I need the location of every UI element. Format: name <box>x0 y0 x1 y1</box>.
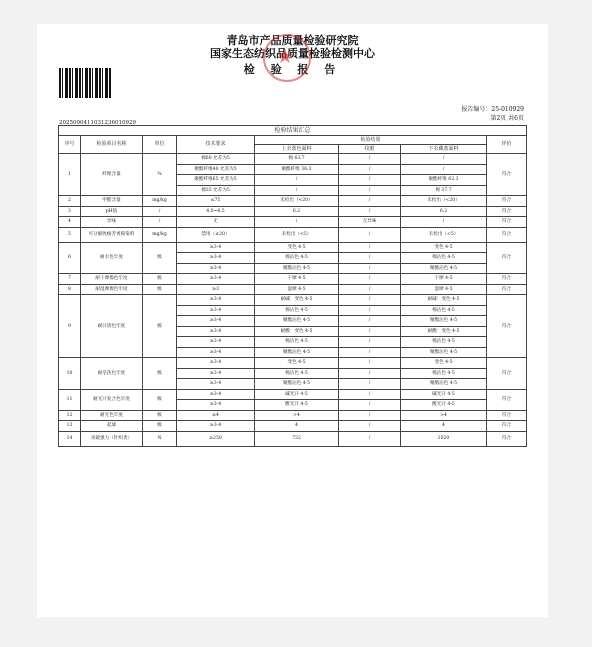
table-row <box>59 217 527 228</box>
evaluation-cell: 符合 <box>487 358 527 390</box>
result-sample-1: / <box>255 175 339 186</box>
evaluation-cell: 符合 <box>487 431 527 446</box>
test-item: pH值 <box>81 206 143 217</box>
result-sample-3: 6.2 <box>401 206 487 217</box>
evaluation-cell: 符合 <box>487 196 527 207</box>
result-sample-3: 棉 37.7 <box>401 185 487 196</box>
row-number: 2 <box>59 196 81 207</box>
result-sample-2: / <box>339 410 401 421</box>
result-sample-2: / <box>339 358 401 369</box>
result-sample-1: 棉 63.7 <box>255 154 339 165</box>
result-sample-3: 聚酯沾色 4-5 <box>401 347 487 358</box>
unit-cell: % <box>143 154 177 196</box>
result-sample-2: / <box>339 337 401 348</box>
result-sample-2: / <box>339 326 401 337</box>
requirement-cell: ≥3-4 <box>177 295 255 306</box>
evaluation-cell: 符合 <box>487 242 527 274</box>
result-sample-3: 4 <box>401 421 487 432</box>
result-sample-3: 聚酯沾色 4-5 <box>401 379 487 390</box>
header-requirement: 技术要求 <box>177 136 255 154</box>
table-row <box>59 421 527 432</box>
row-number: 4 <box>59 217 81 228</box>
test-item: 顶破强力（针织类） <box>81 431 143 446</box>
result-sample-2: / <box>339 164 401 175</box>
result-sample-1: 未检出（<20） <box>255 196 339 207</box>
evaluation-cell: 符合 <box>487 284 527 295</box>
requirement-cell: 聚酯纤维65 允差为5 <box>177 175 255 186</box>
evaluation-cell: 符合 <box>487 389 527 410</box>
test-item: 纤维含量 <box>81 154 143 196</box>
result-sample-3: 酸光汗 4-5 <box>401 400 487 411</box>
row-number: 8 <box>59 284 81 295</box>
page-info: 第2页 共6页 <box>490 115 524 122</box>
result-sample-2: / <box>339 421 401 432</box>
result-sample-1: 耐酸：变色 4-5 <box>255 326 339 337</box>
row-number: 1 <box>59 154 81 196</box>
result-sample-2: / <box>339 206 401 217</box>
requirement-cell: ≥250 <box>177 431 255 446</box>
requirement-cell: ≥3 <box>177 284 255 295</box>
barcode <box>59 68 111 98</box>
requirement-cell: ≥3-4 <box>177 263 255 274</box>
requirement-cell: ≤75 <box>177 196 255 207</box>
evaluation-cell: 符合 <box>487 295 527 358</box>
test-item: 甲醛含量 <box>81 196 143 207</box>
result-sample-3: 棉沾色 4-5 <box>401 368 487 379</box>
result-sample-2: / <box>339 347 401 358</box>
row-number: 9 <box>59 295 81 358</box>
result-sample-2: / <box>339 227 401 242</box>
test-item: 起球 <box>81 421 143 432</box>
result-sample-1: 酸光汗 4-5 <box>255 400 339 411</box>
result-sample-3: 棉沾色 4-5 <box>401 337 487 348</box>
table-row <box>59 389 527 400</box>
evaluation-cell: 符合 <box>487 410 527 421</box>
row-number: 6 <box>59 242 81 274</box>
requirement-cell: 棉60 允差为5 <box>177 154 255 165</box>
table-caption: 检验结果汇总 <box>59 126 527 136</box>
unit-cell: mg/kg <box>143 227 177 242</box>
result-sample-2: / <box>339 196 401 207</box>
result-sample-2: / <box>339 379 401 390</box>
result-sample-1: 棉沾色 4-5 <box>255 305 339 316</box>
report-title: 检 验 报 告 <box>243 63 342 76</box>
result-sample-2: / <box>339 185 401 196</box>
row-number: 14 <box>59 431 81 446</box>
center-name: 国家生态纺织品质量检验检测中心 <box>210 47 375 60</box>
test-item: 异味 <box>81 217 143 228</box>
result-sample-1: 干摩 4-5 <box>255 274 339 285</box>
result-sample-1: 变色 4-5 <box>255 358 339 369</box>
result-sample-2: / <box>339 389 401 400</box>
requirement-cell: ≥3-4 <box>177 379 255 390</box>
result-sample-1: 湿摩 4-5 <box>255 284 339 295</box>
test-item: 耐皂洗色牢度 <box>81 358 143 390</box>
unit-cell: 级 <box>143 389 177 410</box>
table-row <box>59 196 527 207</box>
header-evaluation: 评价 <box>487 136 527 154</box>
test-item: 耐水色牢度 <box>81 242 143 274</box>
report-page <box>37 24 548 617</box>
row-number: 7 <box>59 274 81 285</box>
result-sample-2: / <box>339 175 401 186</box>
result-sample-2: / <box>339 400 401 411</box>
table-row <box>59 206 527 217</box>
row-number: 13 <box>59 421 81 432</box>
result-sample-2: / <box>339 284 401 295</box>
requirement-cell: ≥3-4 <box>177 316 255 327</box>
evaluation-cell: 符合 <box>487 206 527 217</box>
table-row <box>59 358 527 369</box>
result-sample-1: 棉沾色 4-5 <box>255 368 339 379</box>
row-number: 5 <box>59 227 81 242</box>
result-sample-3: 聚酯沾色 4-5 <box>401 263 487 274</box>
requirement-cell: ≥3-4 <box>177 421 255 432</box>
result-sample-1: 聚酯纤维 36.3 <box>255 164 339 175</box>
result-sample-1: 变色 4-5 <box>255 242 339 253</box>
result-sample-3: / <box>401 217 487 228</box>
unit-cell: N <box>143 431 177 446</box>
result-sample-3: 耐碱：变色 4-5 <box>401 295 487 306</box>
result-sample-2: / <box>339 368 401 379</box>
requirement-cell: 棉35 允差为5 <box>177 185 255 196</box>
header-sample-2: 纹眼 <box>339 145 401 154</box>
unit-cell: 级 <box>143 295 177 358</box>
evaluation-cell: 符合 <box>487 154 527 196</box>
result-sample-1: 碱光汗 4-5 <box>255 389 339 400</box>
evaluation-cell: 符合 <box>487 217 527 228</box>
evaluation-cell: 符合 <box>487 227 527 242</box>
result-sample-3: >4 <box>401 410 487 421</box>
result-sample-1: 聚酯沾色 4-5 <box>255 316 339 327</box>
result-sample-3: 干摩 4-5 <box>401 274 487 285</box>
results-table <box>58 125 527 447</box>
result-sample-3: 未检出（<20） <box>401 196 487 207</box>
result-sample-3: 1020 <box>401 431 487 446</box>
table-row <box>59 154 527 165</box>
unit-cell: mg/kg <box>143 196 177 207</box>
requirement-cell: 4.0~8.5 <box>177 206 255 217</box>
result-sample-3: 变色 4-5 <box>401 358 487 369</box>
requirement-cell: ≥3-4 <box>177 274 255 285</box>
header-item: 检验项目名称 <box>81 136 143 154</box>
requirement-cell: ≥3-4 <box>177 347 255 358</box>
header-result: 检验结果 <box>255 136 487 145</box>
test-item: 耐湿摩擦色牢度 <box>81 284 143 295</box>
result-sample-3: 聚酯纤维 62.3 <box>401 175 487 186</box>
result-sample-3: 变色 4-5 <box>401 242 487 253</box>
result-sample-2: / <box>339 274 401 285</box>
table-row <box>59 431 527 446</box>
requirement-cell: ≥3-4 <box>177 326 255 337</box>
row-number: 10 <box>59 358 81 390</box>
result-sample-2: / <box>339 154 401 165</box>
unit-cell: 级 <box>143 410 177 421</box>
requirement-cell: ≥4 <box>177 410 255 421</box>
table-row <box>59 295 527 306</box>
requirement-cell: ≥3-4 <box>177 389 255 400</box>
unit-cell: 级 <box>143 421 177 432</box>
requirement-cell: ≥3-4 <box>177 400 255 411</box>
result-sample-1: 聚酯沾色 4-5 <box>255 379 339 390</box>
test-item: 耐干摩擦色牢度 <box>81 274 143 285</box>
official-seal <box>263 34 311 82</box>
table-row <box>59 227 527 242</box>
unit-cell: 级 <box>143 242 177 274</box>
table-row <box>59 284 527 295</box>
result-sample-3: / <box>401 164 487 175</box>
result-sample-1: 聚酯沾色 4-5 <box>255 263 339 274</box>
table-row <box>59 242 527 253</box>
result-sample-1: 6.2 <box>255 206 339 217</box>
table-row <box>59 410 527 421</box>
barcode-number: 2025090411031236010929 <box>59 120 136 126</box>
result-sample-1: 棉沾色 4-5 <box>255 253 339 264</box>
result-sample-1: 耐碱：变色 4-5 <box>255 295 339 306</box>
result-sample-3: / <box>401 154 487 165</box>
requirement-cell: 禁用（≤20） <box>177 227 255 242</box>
header-no: 序号 <box>59 136 81 154</box>
result-sample-1: 未检出（<5） <box>255 227 339 242</box>
header-unit: 单位 <box>143 136 177 154</box>
report-number: 报告编号：25-010929 <box>461 106 524 113</box>
result-sample-2: / <box>339 316 401 327</box>
header-sample-3: 下衣藏蓝面料 <box>401 145 487 154</box>
test-item: 可分解致癌芳香胺染料 <box>81 227 143 242</box>
result-sample-2: / <box>339 242 401 253</box>
institute-name: 青岛市产品质量检验研究院 <box>226 34 359 47</box>
result-sample-3: 湿摩 4-5 <box>401 284 487 295</box>
test-item: 耐光色牢度 <box>81 410 143 421</box>
unit-cell: / <box>143 206 177 217</box>
result-sample-1: 棉沾色 4-5 <box>255 337 339 348</box>
result-sample-2: 无异味 <box>339 217 401 228</box>
result-sample-1: >4 <box>255 410 339 421</box>
result-sample-3: 碱光汗 4-5 <box>401 389 487 400</box>
result-sample-1: 4 <box>255 421 339 432</box>
unit-cell: / <box>143 217 177 228</box>
requirement-cell: ≥3-4 <box>177 358 255 369</box>
result-sample-3: 棉沾色 4-5 <box>401 253 487 264</box>
unit-cell: 级 <box>143 284 177 295</box>
row-number: 12 <box>59 410 81 421</box>
result-sample-1: / <box>255 217 339 228</box>
requirement-cell: 无 <box>177 217 255 228</box>
unit-cell: 级 <box>143 274 177 285</box>
requirement-cell: ≥3-4 <box>177 242 255 253</box>
result-sample-3: 耐酸：变色 4-5 <box>401 326 487 337</box>
requirement-cell: ≥3-4 <box>177 253 255 264</box>
result-sample-2: / <box>339 305 401 316</box>
unit-cell: 级 <box>143 358 177 390</box>
row-number: 3 <box>59 206 81 217</box>
evaluation-cell: 符合 <box>487 274 527 285</box>
result-sample-1: 聚酯沾色 4-5 <box>255 347 339 358</box>
test-item: 耐汗渍色牢度 <box>81 295 143 358</box>
result-sample-2: / <box>339 263 401 274</box>
result-sample-3: 聚酯沾色 4-5 <box>401 316 487 327</box>
result-sample-2: / <box>339 253 401 264</box>
test-item: 耐光汗复合色牢度 <box>81 389 143 410</box>
requirement-cell: ≥3-4 <box>177 368 255 379</box>
row-number: 11 <box>59 389 81 410</box>
requirement-cell: ≥3-4 <box>177 337 255 348</box>
result-sample-1: / <box>255 185 339 196</box>
requirement-cell: ≥3-4 <box>177 305 255 316</box>
result-sample-1: 732 <box>255 431 339 446</box>
table-row <box>59 274 527 285</box>
result-sample-3: 棉沾色 4-5 <box>401 305 487 316</box>
requirement-cell: 聚酯纤维40 允差为5 <box>177 164 255 175</box>
evaluation-cell: 符合 <box>487 421 527 432</box>
result-sample-2: / <box>339 295 401 306</box>
header-sample-1: 上衣蓝色面料 <box>255 145 339 154</box>
result-sample-3: 未检出（<5） <box>401 227 487 242</box>
result-sample-2: / <box>339 431 401 446</box>
